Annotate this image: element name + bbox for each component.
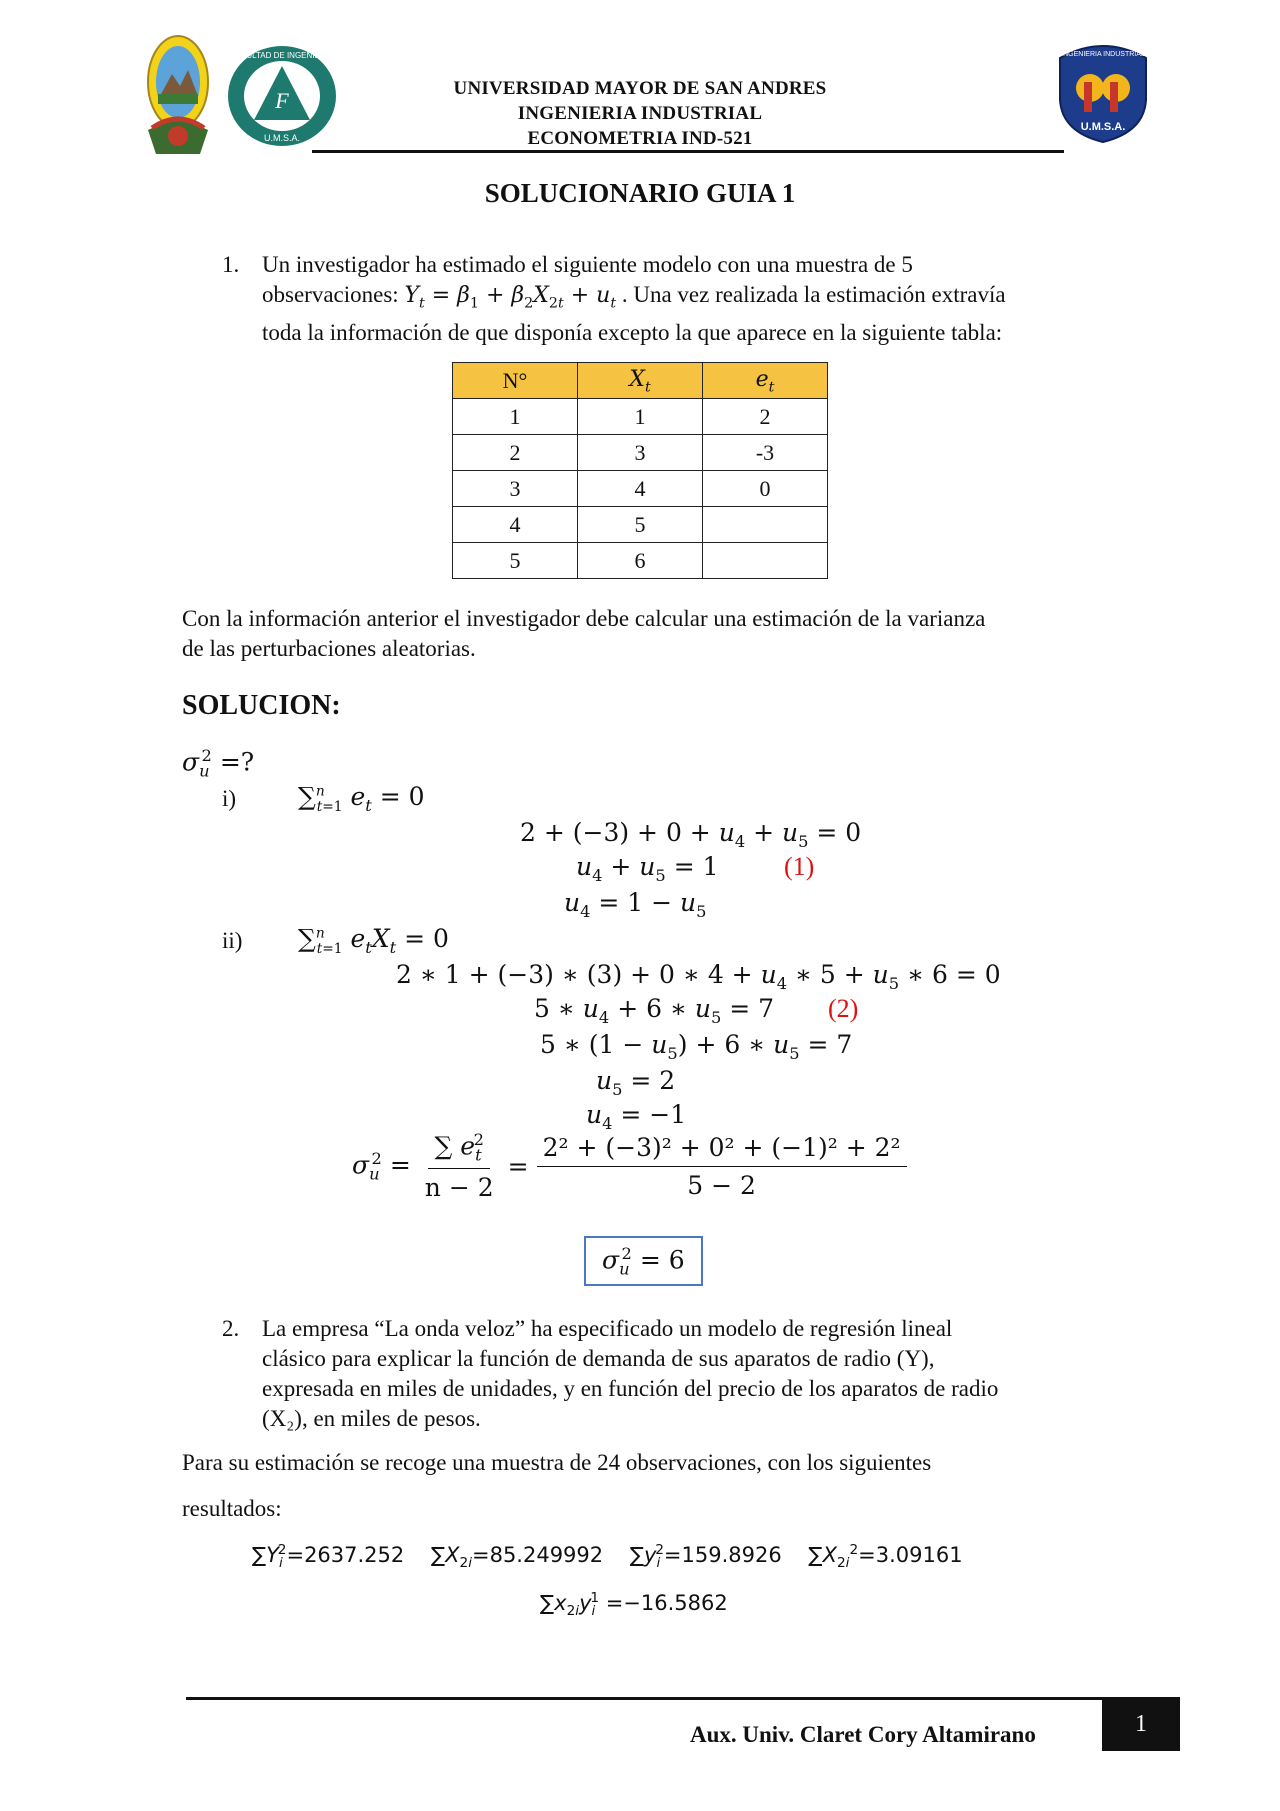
table-row: 4 5 bbox=[453, 507, 828, 543]
sum-xy-cross: $\sum x_{2i}y_i^1 =-16.5862$ bbox=[540, 1590, 728, 1620]
equation-label-1: (1) bbox=[784, 852, 815, 881]
solution-heading: SOLUCION: bbox=[182, 690, 341, 721]
table-row: 1 1 2 bbox=[453, 399, 828, 435]
table-row: 5 6 bbox=[453, 543, 828, 579]
equation-line-4: 2 ∗ 1 + (−3) ∗ (3) + 0 ∗ $4 + u_4$ ∗ $5 + u_5$ ∗ 6 = 0 bbox=[396, 960, 1001, 993]
page-title: SOLUCIONARIO GUIA 1 bbox=[484, 178, 796, 208]
svg-text:F: F bbox=[275, 88, 289, 113]
summary-sums-line-1 bbox=[252, 1542, 963, 1571]
problem2-number: 2. bbox=[222, 1316, 240, 1341]
footer-page-box bbox=[1102, 1697, 1180, 1751]
table-header-row bbox=[453, 363, 828, 399]
residual-sum-condition: ∑$^n_{t=1}$ $e_t = 0$ bbox=[298, 782, 425, 815]
problem1-number: 1. bbox=[222, 252, 240, 277]
problem2-sample-b: resultados: bbox=[182, 1496, 282, 1521]
equation-line-2: $u_4 + u_5 = 1$ bbox=[576, 852, 719, 885]
problem1-followup: Con la información anterior el investigador debe calcular una estimación de la varianza de las perturbaciones aleatorias. bbox=[182, 606, 986, 661]
footer-rule bbox=[186, 1697, 1102, 1700]
sum-y-dev-squared: $\sum y_i^2=159.8926$ bbox=[629, 1542, 782, 1572]
equation-line-6: 5 ∗ $(1 - u_5) + 6$ ∗ $u_5 = 7$ bbox=[540, 1030, 853, 1063]
page-number: 1 bbox=[1135, 1711, 1147, 1737]
u4-result: $u_4 = -1$ bbox=[586, 1100, 687, 1133]
residuals-table bbox=[452, 362, 828, 579]
table-row: 3 4 0 bbox=[453, 471, 828, 507]
problem1-text-a: Un investigador ha estimado el siguiente modelo con una muestra de 5 bbox=[262, 252, 913, 277]
variance-formula: $\sigma_u^2$ = $\frac{\sum e_t^2}{n - 2}$ = $\frac{\text{2² + (−3)² + 0² + (−1)² + 2²}}{5 - 2}$ bbox=[352, 1130, 907, 1202]
problem1-text-b: observaciones: bbox=[262, 282, 405, 307]
umsa-coat-of-arms-logo bbox=[138, 30, 218, 156]
problem1-text-c: . Una vez realizada la estimación extravía bbox=[621, 282, 1006, 307]
header-rule bbox=[312, 150, 1064, 153]
header-university: UNIVERSIDAD MAYOR DE SAN ANDRES bbox=[453, 78, 827, 99]
sum-x2i: $\sum X_{2i}=85.249992$ bbox=[430, 1543, 604, 1572]
problem1-text-d: toda la información de que disponía excepto la que aparece en la siguiente tabla: bbox=[262, 320, 1003, 346]
header-course: ECONOMETRIA IND-521 bbox=[527, 128, 753, 149]
equation-line-3: $u_4 = 1 - u_5$ bbox=[564, 888, 707, 921]
svg-text:U.M.S.A.: U.M.S.A. bbox=[1080, 121, 1126, 133]
header-career: INGENIERIA INDUSTRIAL bbox=[517, 103, 763, 124]
problem1-statement bbox=[262, 250, 1112, 348]
svg-text:FACULTAD DE INGENIERIA: FACULTAD DE INGENIERIA bbox=[230, 51, 334, 60]
problem2-statement: La empresa “La onda veloz” ha especificado un modelo de regresión lineal clásico para explicar la función de demanda de sus aparatos de radio (Y), expresada en miles de unidades, y en función del precio de los aparatos de radio (X₂), en miles de pesos. bbox=[262, 1316, 999, 1431]
svg-text:U.M.S.A.: U.M.S.A. bbox=[263, 133, 301, 143]
step-ii-label: ii) bbox=[222, 928, 243, 953]
col-header-x: $X_t$ bbox=[578, 363, 703, 399]
equation-line-5: 5 ∗ $u_4 + 6$ ∗ $u_5 = 7$ bbox=[534, 994, 775, 1027]
residual-x-sum-condition: ∑$^n_{t=1}$ $e_tX_t = 0$ bbox=[298, 924, 449, 957]
svg-text:INGENIERIA INDUSTRIAL: INGENIERIA INDUSTRIAL bbox=[1061, 51, 1145, 58]
sum-y-squared: $\sum Y_i^2=2637.252$ bbox=[252, 1542, 405, 1572]
variance-result-box: $\sigma_u^2 = 6$ bbox=[584, 1236, 703, 1286]
sum-x2i-squared: $\sum X_{2i}^2=3.09161$ bbox=[808, 1542, 963, 1572]
col-header-e: $e_t$ bbox=[703, 363, 828, 399]
u5-result: $u_5 = 2$ bbox=[596, 1066, 676, 1099]
footer-author: Aux. Univ. Claret Cory Altamirano bbox=[690, 1722, 1036, 1747]
col-header-n: N° bbox=[453, 363, 578, 399]
model-equation: $Y_t = \beta_1 + \beta_2X_{2t} + u_t$ bbox=[404, 283, 617, 312]
step-i-label: i) bbox=[222, 786, 237, 811]
equation-line-1: $2 + (-3) + 0 + u_4 + u_5 = 0$ bbox=[520, 818, 862, 851]
equation-label-2: (2) bbox=[828, 994, 859, 1023]
variance-question: $\sigma_u^2$ =? bbox=[182, 746, 255, 781]
problem2-sample-a: Para su estimación se recoge una muestra de 24 observaciones, con los siguientes bbox=[182, 1450, 932, 1475]
table-row: 2 3 -3 bbox=[453, 435, 828, 471]
industrial-engineering-logo bbox=[1054, 38, 1152, 144]
